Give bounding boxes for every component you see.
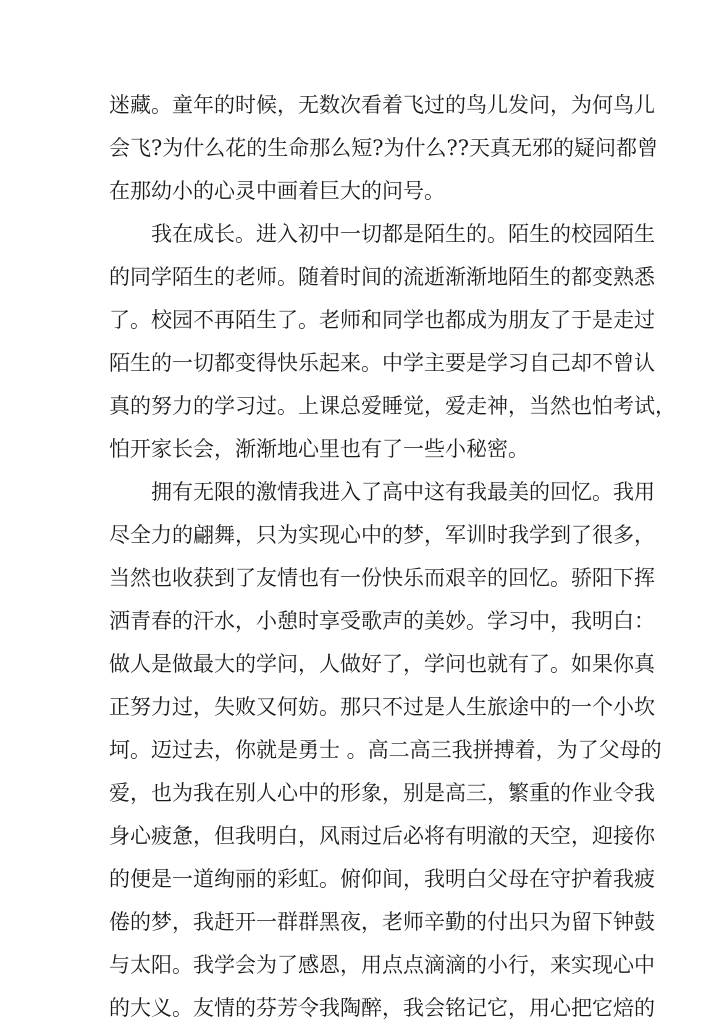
text-line: 在那幼小的心灵中画着巨大的问号。 [109, 179, 445, 203]
text-line: 做人是做最大的学问，人做好了，学问也就有了。如果你真 [109, 652, 655, 676]
paragraph-start-line: 拥有无限的激情我进入了高中这有我最美的回忆。我用 [151, 480, 655, 504]
text-line: 倦的梦，我赶开一群群黑夜，老师辛勤的付出只为留下钟鼓 [109, 910, 655, 934]
text-line: 身心疲惫，但我明白，风雨过后必将有明澈的天空，迎接你 [109, 824, 655, 848]
text-line: 了。校园不再陌生了。老师和同学也都成为朋友了于是走过 [109, 308, 655, 332]
text-line: 洒青春的汗水，小憩时享受歌声的美妙。学习中，我明白： [109, 609, 655, 633]
text-line: 怕开家长会，渐渐地心里也有了一些小秘密。 [109, 437, 529, 461]
text-line: 的同学陌生的老师。随着时间的流逝渐渐地陌生的都变熟悉 [109, 265, 655, 289]
text-line: 真的努力的学习过。上课总爱睡觉，爱走神，当然也怕考试， [109, 394, 676, 418]
text-line: 爱，也为我在别人心中的形象，别是高三，繁重的作业令我 [109, 781, 655, 805]
text-line: 坷。迈过去，你就是勇士 。高二高三我拼搏着，为了父母的 [109, 738, 662, 762]
text-line: 会飞?为什么花的生命那么短?为什么??天真无邪的疑问都曾 [109, 136, 659, 160]
body-text [109, 84, 676, 1030]
text-line: 的便是一道绚丽的彩虹。俯仰间，我明白父母在守护着我疲 [109, 867, 655, 891]
text-line: 与太阳。我学会为了感恩，用点点滴滴的小行，来实现心中 [109, 953, 655, 977]
paragraph-start-line: 我在成长。进入初中一切都是陌生的。陌生的校园陌生 [151, 222, 655, 246]
text-line: 当然也收获到了友情也有一份快乐而艰辛的回忆。骄阳下挥 [109, 566, 655, 590]
text-line: 正努力过，失败又何妨。那只不过是人生旅途中的一个小坎 [109, 695, 655, 719]
text-line: 的大义。友情的芬芳令我陶醉，我会铭记它，用心把它焙的 [109, 996, 655, 1020]
text-line: 迷藏。童年的时候，无数次看着飞过的鸟儿发问，为何鸟儿 [109, 93, 655, 117]
text-line: 尽全力的翩舞，只为实现心中的梦，军训时我学到了很多， [109, 523, 655, 547]
text-line: 陌生的一切都变得快乐起来。中学主要是学习自己却不曾认 [109, 351, 655, 375]
